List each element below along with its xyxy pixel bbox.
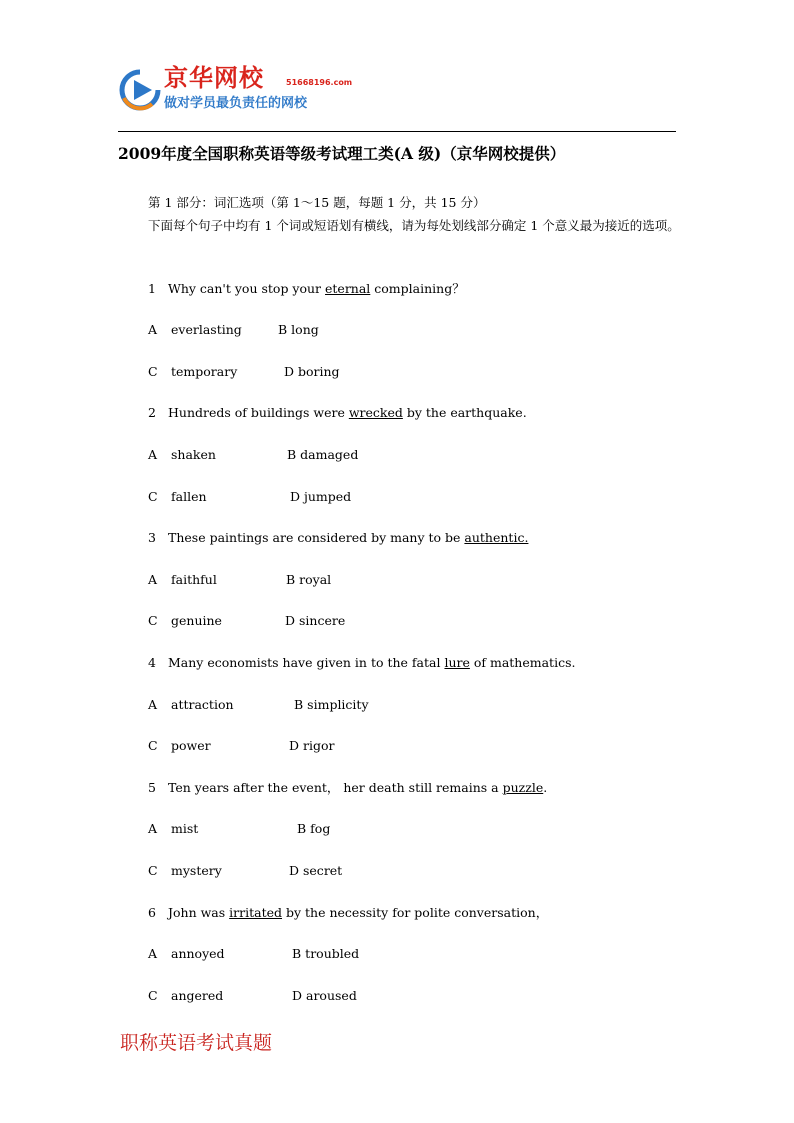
question-number: 6 xyxy=(148,905,156,920)
option-b-text: damaged xyxy=(300,447,359,462)
option-letter-c: C xyxy=(148,364,158,379)
option-letter-b: B xyxy=(297,821,311,836)
option-c: power xyxy=(171,738,211,753)
option-d xyxy=(285,612,345,630)
option-letter-a: A xyxy=(148,572,158,587)
option-d xyxy=(290,488,351,506)
option-d-text: sincere xyxy=(299,613,346,628)
option-letter-d: D xyxy=(289,863,303,878)
option-b xyxy=(297,820,330,838)
option-b-text: simplicity xyxy=(307,697,369,712)
option-b xyxy=(278,321,319,339)
section-heading: 第 1 部分：词汇选项（第 1～15 题，每题 1 分，共 15 分） xyxy=(148,195,486,210)
option-letter-a: A xyxy=(148,322,158,337)
question-text-before: These paintings are considered by many to be xyxy=(168,530,465,545)
option-a: everlasting xyxy=(171,322,242,337)
option-letter-d: D xyxy=(290,489,304,504)
option-letter-c: C xyxy=(148,613,158,628)
option-d xyxy=(289,862,342,880)
option-a: mist xyxy=(171,821,199,836)
option-d-text: boring xyxy=(298,364,340,379)
option-b xyxy=(294,696,369,714)
option-letter-b: B xyxy=(287,447,301,462)
question-number: 2 xyxy=(148,405,156,420)
question-2 xyxy=(148,404,527,422)
option-letter-a: A xyxy=(148,697,158,712)
underlined-word: eternal xyxy=(325,281,371,296)
option-b-text: fog xyxy=(310,821,331,836)
logo-play-icon xyxy=(118,68,162,112)
option-b-text: long xyxy=(291,322,319,337)
question-text-after: of mathematics. xyxy=(469,655,576,670)
underlined-word: irritated xyxy=(229,905,283,920)
option-letter-b: B xyxy=(294,697,308,712)
option-b xyxy=(292,945,359,963)
option-c: genuine xyxy=(171,613,222,628)
option-b-text: troubled xyxy=(305,946,360,961)
question-text-after: by the earthquake. xyxy=(402,405,527,420)
option-letter-a: A xyxy=(148,447,158,462)
header-divider xyxy=(118,131,676,132)
option-b xyxy=(287,446,358,464)
option-c: mystery xyxy=(171,863,222,878)
option-letter-c: C xyxy=(148,988,158,1003)
option-d xyxy=(289,737,334,755)
option-letter-c: C xyxy=(148,489,158,504)
question-number: 1 xyxy=(148,281,156,296)
option-letter-c: C xyxy=(148,738,158,753)
question-5 xyxy=(148,779,547,797)
option-d-text: jumped xyxy=(304,489,352,504)
option-a: attraction xyxy=(171,697,234,712)
section-instructions: 下面每个句子中均有 1 个词或短语划有横线，请为每处划线部分确定 1 个意义最为接近的选项。 xyxy=(148,218,680,233)
question-text-after: . xyxy=(543,780,548,795)
option-d-text: rigor xyxy=(303,738,335,753)
logo-slogan: 做对学员最负责任的网校 xyxy=(164,96,308,111)
underlined-word: lure xyxy=(444,655,470,670)
option-letter-a: A xyxy=(148,946,158,961)
option-letter-d: D xyxy=(284,364,298,379)
question-text-before: Hundreds of buildings were xyxy=(168,405,349,420)
logo-url: 51668196.com xyxy=(286,78,353,87)
footer-link[interactable]: 职称英语考试真题 xyxy=(120,1032,273,1054)
page-title: 2009年度全国职称英语等级考试理工类(A 级)（京华网校提供） xyxy=(118,144,566,163)
underlined-word: wrecked xyxy=(348,405,403,420)
underlined-word: authentic. xyxy=(464,530,529,545)
question-text-after: by the necessity for polite conversation， xyxy=(282,905,549,920)
option-c: fallen xyxy=(171,489,207,504)
question-number: 3 xyxy=(148,530,156,545)
question-text-after: complaining？ xyxy=(370,281,465,296)
option-d xyxy=(284,363,340,381)
question-text-before: John was xyxy=(168,905,230,920)
option-b xyxy=(286,571,331,589)
question-4 xyxy=(148,654,575,672)
question-6 xyxy=(148,904,548,922)
question-text-before: Ten years after the event， her death still remains a xyxy=(168,780,503,795)
option-letter-c: C xyxy=(148,863,158,878)
option-d-text: aroused xyxy=(306,988,357,1003)
option-d xyxy=(292,987,357,1005)
option-letter-d: D xyxy=(285,613,299,628)
logo xyxy=(118,62,353,120)
option-d-text: secret xyxy=(303,863,343,878)
underlined-word: puzzle xyxy=(502,780,544,795)
option-letter-d: D xyxy=(289,738,303,753)
question-text-before: Many economists have given in to the fatal xyxy=(168,655,445,670)
question-1 xyxy=(148,280,465,298)
option-letter-a: A xyxy=(148,821,158,836)
option-c: temporary xyxy=(171,364,238,379)
question-number: 5 xyxy=(148,780,156,795)
option-a: annoyed xyxy=(171,946,225,961)
question-text-before: Why can't you stop your xyxy=(168,281,326,296)
option-c: angered xyxy=(171,988,224,1003)
question-3 xyxy=(148,529,528,547)
logo-name: 京华网校 xyxy=(164,64,264,92)
option-letter-b: B xyxy=(286,572,300,587)
option-a: faithful xyxy=(171,572,217,587)
option-letter-b: B xyxy=(278,322,292,337)
option-b-text: royal xyxy=(299,572,332,587)
option-a: shaken xyxy=(171,447,216,462)
question-number: 4 xyxy=(148,655,156,670)
option-letter-b: B xyxy=(292,946,306,961)
option-letter-d: D xyxy=(292,988,306,1003)
